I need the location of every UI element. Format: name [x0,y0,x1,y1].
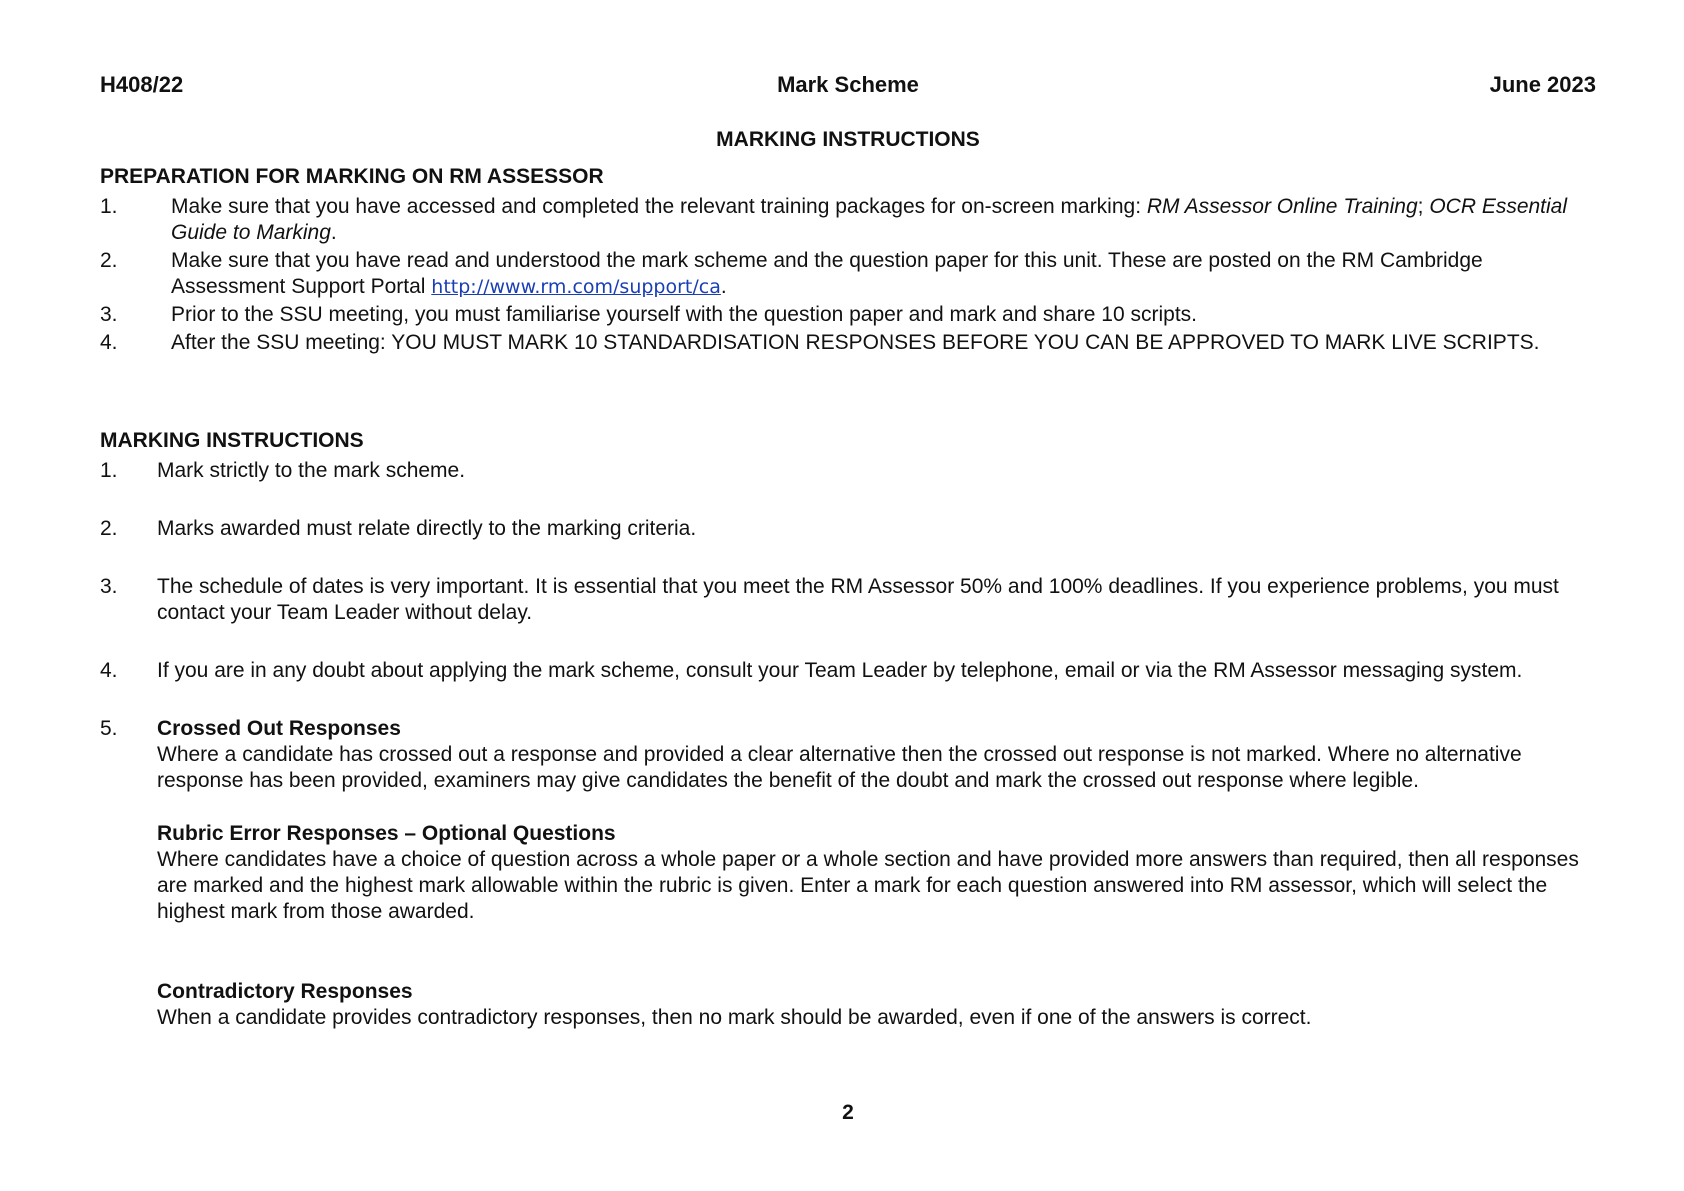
contradictory-heading: Contradictory Responses [157,980,413,1003]
preparation-list [100,194,1596,356]
item-number: 1. [100,459,118,482]
item-text: The schedule of dates is very important. It is essential that you meet the RM Assessor 50% and 100% deadlines. If you experience problems, you must contact your Team Leader without delay. [157,575,1559,624]
item-text-end: . [720,275,727,298]
item-text: If you are in any doubt about applying the mark scheme, consult your Team Leader by telephone, email or via the RM Assessor messaging system. [157,659,1523,682]
marking-instructions-heading: MARKING INSTRUCTIONS [100,429,364,452]
page-title: MARKING INSTRUCTIONS [716,128,980,151]
paper-code: H408/22 [100,72,184,97]
list-item [100,330,1596,356]
item-number: 4. [100,659,118,682]
item-text: Marks awarded must relate directly to the marking criteria. [157,517,697,540]
contradictory-text: When a candidate provides contradictory responses, then no mark should be awarded, even if one of the answers is correct. [157,1006,1312,1029]
item-text: Mark strictly to the mark scheme. [157,459,466,482]
list-item [100,716,1596,1031]
preparation-section [100,164,1596,358]
crossed-out-text: Where a candidate has crossed out a response and provided a clear alternative then the crossed out response is not marked. Where no alternative response has been provided, examiners may give candidates the benefit of the doubt and mark the crossed out response where legible. [157,743,1522,792]
item-text-separator: ; [1417,195,1430,218]
list-item [100,248,1596,300]
item-number: 1. [100,195,118,218]
item-text-end: . [330,221,337,244]
item-number: 5. [100,717,118,740]
crossed-out-heading: Crossed Out Responses [157,717,401,740]
header-date: June 2023 [1489,72,1596,97]
item-number: 3. [100,575,118,598]
list-item [100,574,1596,626]
item-number: 2. [100,517,118,540]
guide-name: OCR Essential Guide to Marking [171,195,1568,244]
item-text: Prior to the SSU meeting, you must familiarise yourself with the question paper and mark and share 10 scripts. [171,303,1197,326]
rubric-error-heading: Rubric Error Responses – Optional Questions [157,822,616,845]
training-name: RM Assessor Online Training [1146,195,1418,218]
marking-instructions-section [100,428,1596,1031]
rubric-error-text: Where candidates have a choice of question across a whole paper or a whole section and have provided more answers than required, then all responses are marked and the highest mark allowable within the rubric is given. Enter a mark for each question answered into RM assessor, which will select the highest mark from those awarded. [157,848,1579,923]
list-item [100,658,1596,684]
support-portal-link[interactable]: http://www.rm.com/support/ca [431,276,721,298]
preparation-heading: PREPARATION FOR MARKING ON RM ASSESSOR [100,165,604,188]
item-text: Make sure that you have read and understood the mark scheme and the question paper for this unit. These are posted on the RM Cambridge Assessment Support Portal [171,249,1483,298]
page-number: 2 [842,1101,854,1124]
item-text: After the SSU meeting: YOU MUST MARK 10 STANDARDISATION RESPONSES BEFORE YOU CAN BE APPROVED TO MARK LIVE SCRIPTS. [171,331,1540,354]
item-text: Make sure that you have accessed and completed the relevant training packages for on-screen marking: [171,195,1147,218]
header-title: Mark Scheme [777,72,919,97]
list-item [100,194,1596,246]
item-number: 3. [100,303,118,326]
item-number: 2. [100,249,118,272]
item-number: 4. [100,331,118,354]
list-item [100,516,1596,542]
list-item [100,302,1596,328]
list-item [100,458,1596,484]
